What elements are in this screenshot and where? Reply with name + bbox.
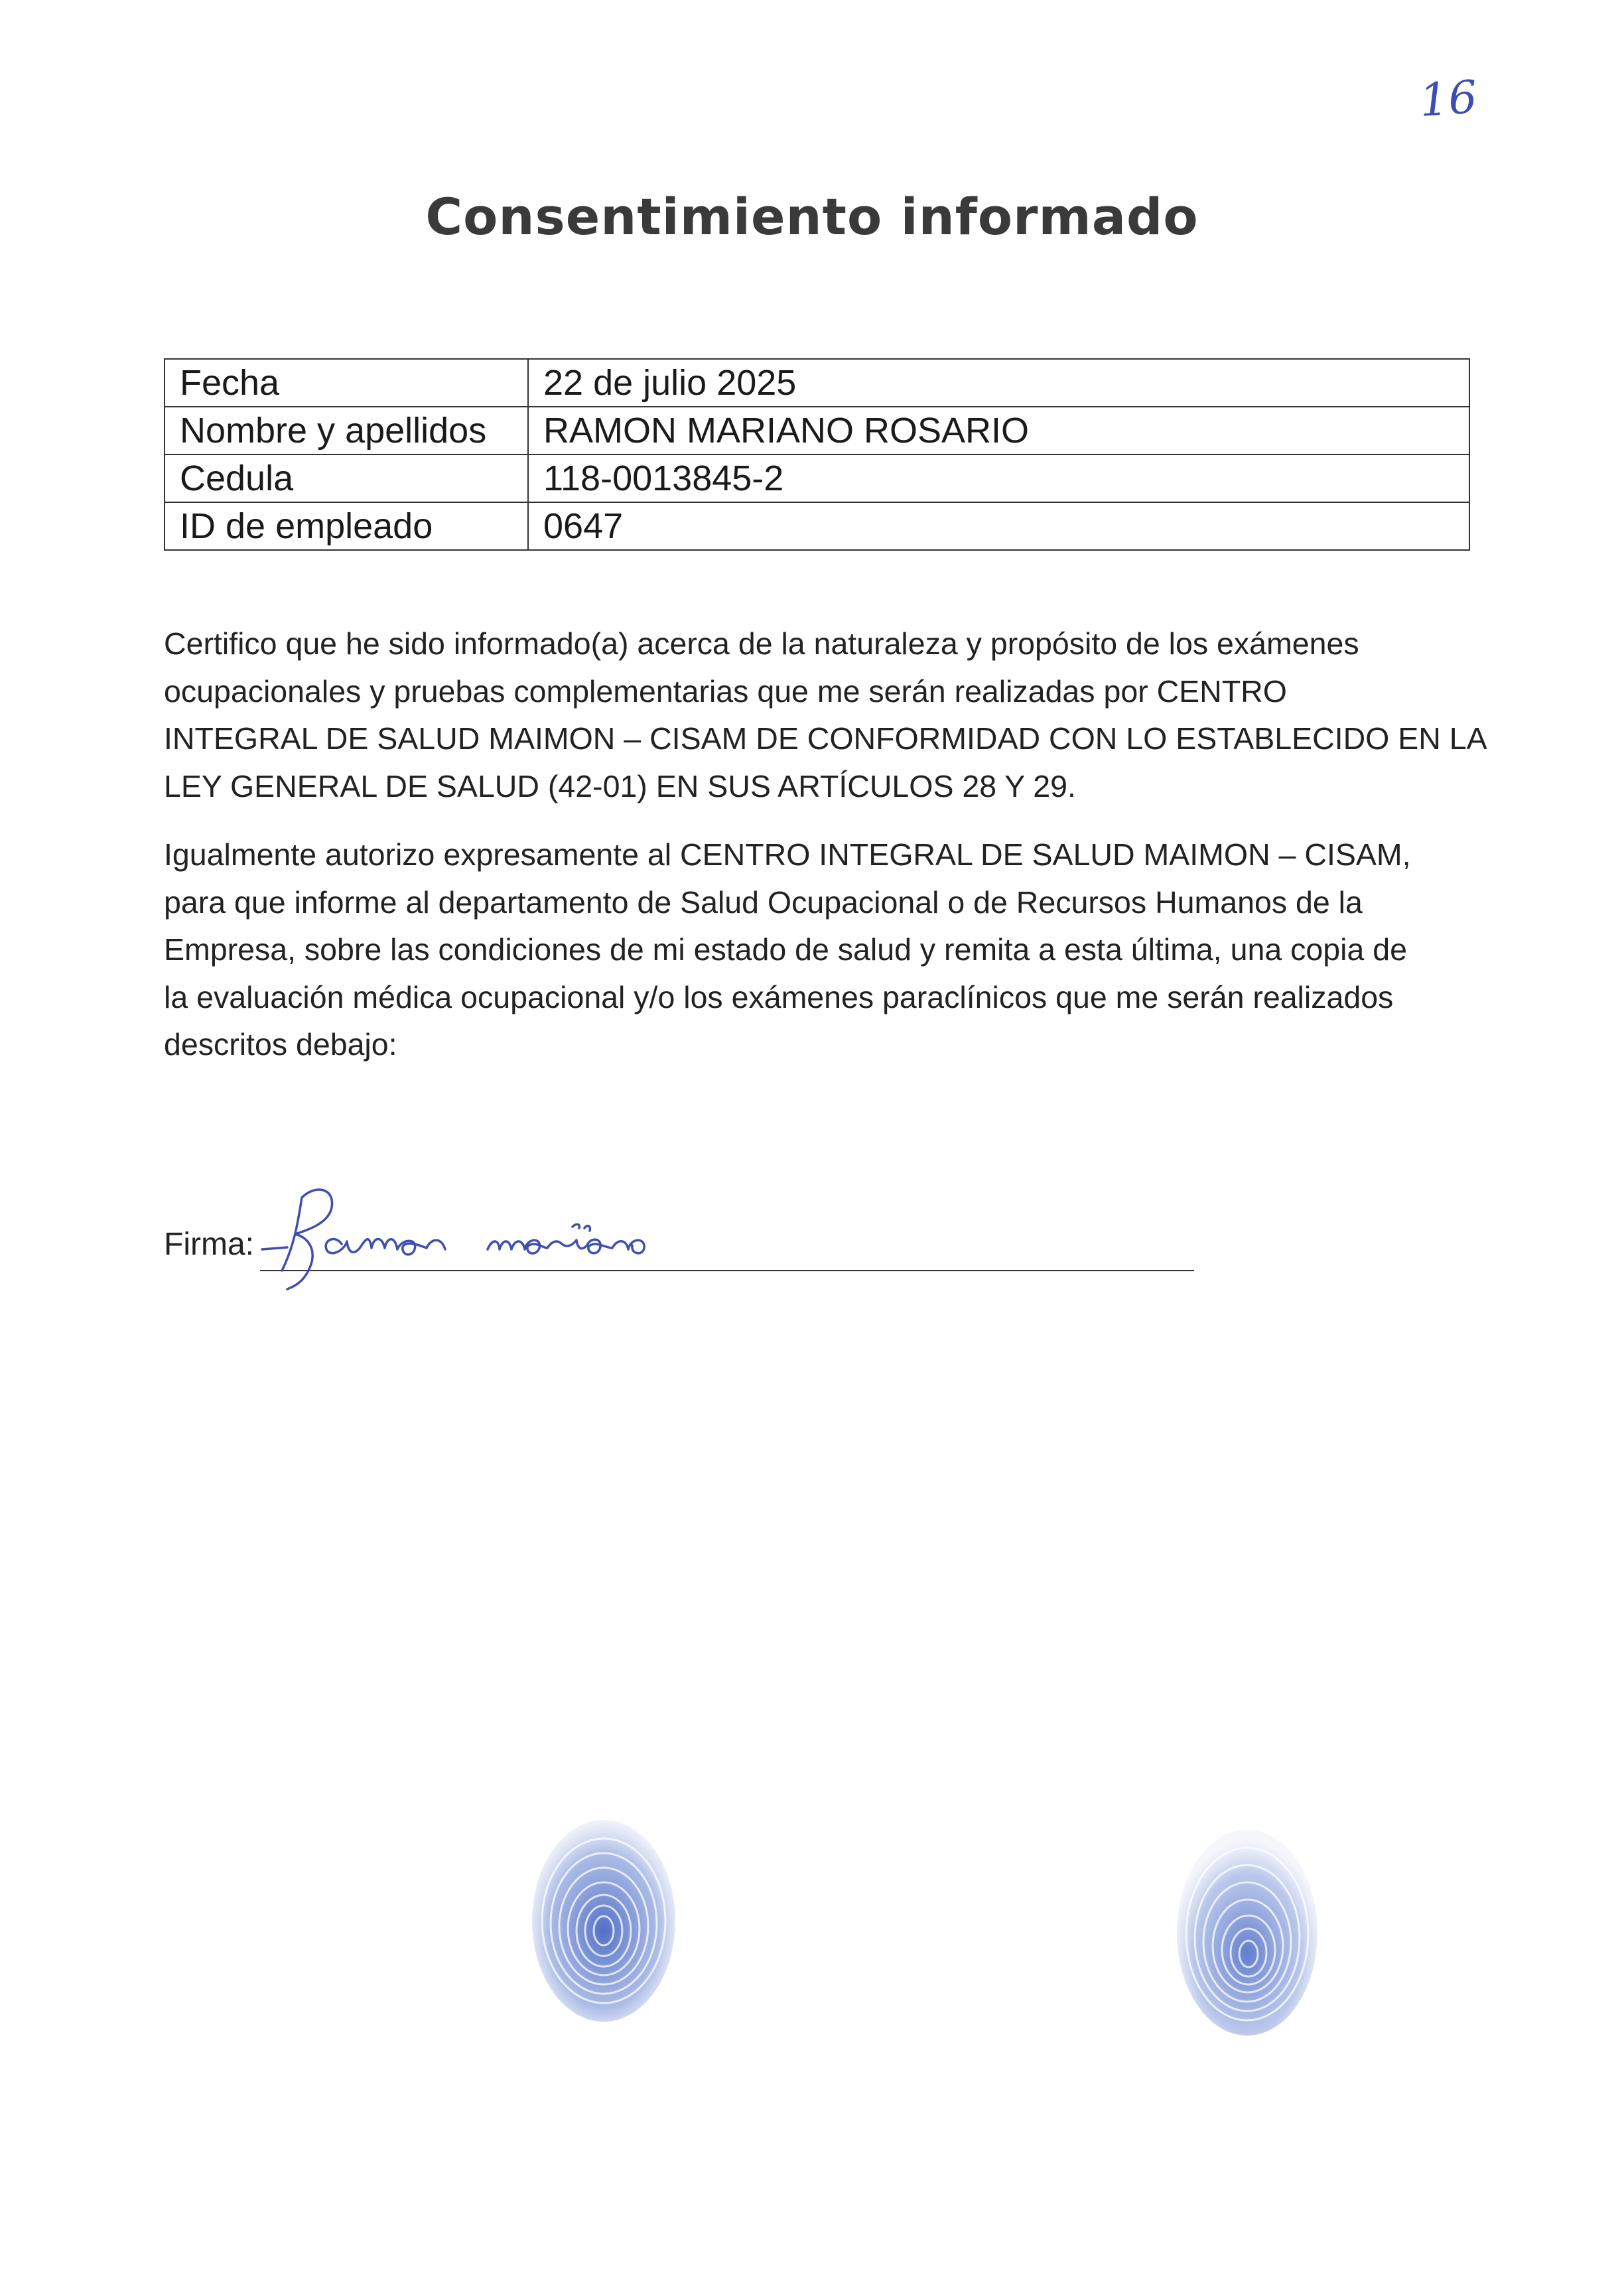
paragraph-line: ocupacionales y pruebas complementarias que me serán realizadas por CENTRO (164, 673, 1287, 709)
handwritten-signature (255, 1171, 852, 1297)
fecha-label: Fecha (165, 359, 528, 407)
paragraph-line: Certifico que he sido informado(a) acerca de la naturaleza y propósito de los exámenes (164, 626, 1359, 661)
nombre-label: Nombre y apellidos (165, 407, 528, 454)
fingerprint-icon (524, 1815, 683, 2027)
paragraph-line: descritos debajo: (164, 1027, 397, 1062)
id-empleado-label: ID de empleado (165, 502, 528, 550)
paragraph-line: para que informe al departamento de Salud Ocupacional o de Recursos Humanos de la (164, 884, 1363, 920)
id-empleado-value: 0647 (528, 502, 1469, 550)
nombre-value: RAMON MARIANO ROSARIO (528, 407, 1469, 454)
paragraph-line: la evaluación médica ocupacional y/o los exámenes paraclínicos que me serán realizados (164, 979, 1394, 1014)
fecha-value: 22 de julio 2025 (528, 359, 1469, 407)
cedula-value: 118-0013845-2 (528, 454, 1469, 502)
consent-paragraph-2 (164, 831, 1484, 1069)
table-row (165, 454, 1469, 502)
fingerprint-icon (1168, 1821, 1327, 2040)
page-number: 16 (1418, 71, 1479, 127)
paragraph-line: LEY GENERAL DE SALUD (42-01) EN SUS ARTÍCULOS 28 Y 29. (164, 768, 1076, 803)
paragraph-line: Empresa, sobre las condiciones de mi estado de salud y remita a esta última, una copia de (164, 932, 1407, 967)
table-row (165, 502, 1469, 550)
consent-paragraph-1 (164, 620, 1487, 810)
document-title: Consentimiento informado (425, 187, 1199, 246)
signature-label: Firma: (164, 1227, 254, 1262)
paragraph-line: Igualmente autorizo expresamente al CENTRO INTEGRAL DE SALUD MAIMON – CISAM, (164, 837, 1411, 872)
table-row (165, 407, 1469, 454)
paragraph-line: INTEGRAL DE SALUD MAIMON – CISAM DE CONFORMIDAD CON LO ESTABLECIDO EN LA (164, 721, 1487, 756)
table-row (165, 359, 1469, 407)
cedula-label: Cedula (165, 454, 528, 502)
employee-info-table (164, 358, 1470, 551)
